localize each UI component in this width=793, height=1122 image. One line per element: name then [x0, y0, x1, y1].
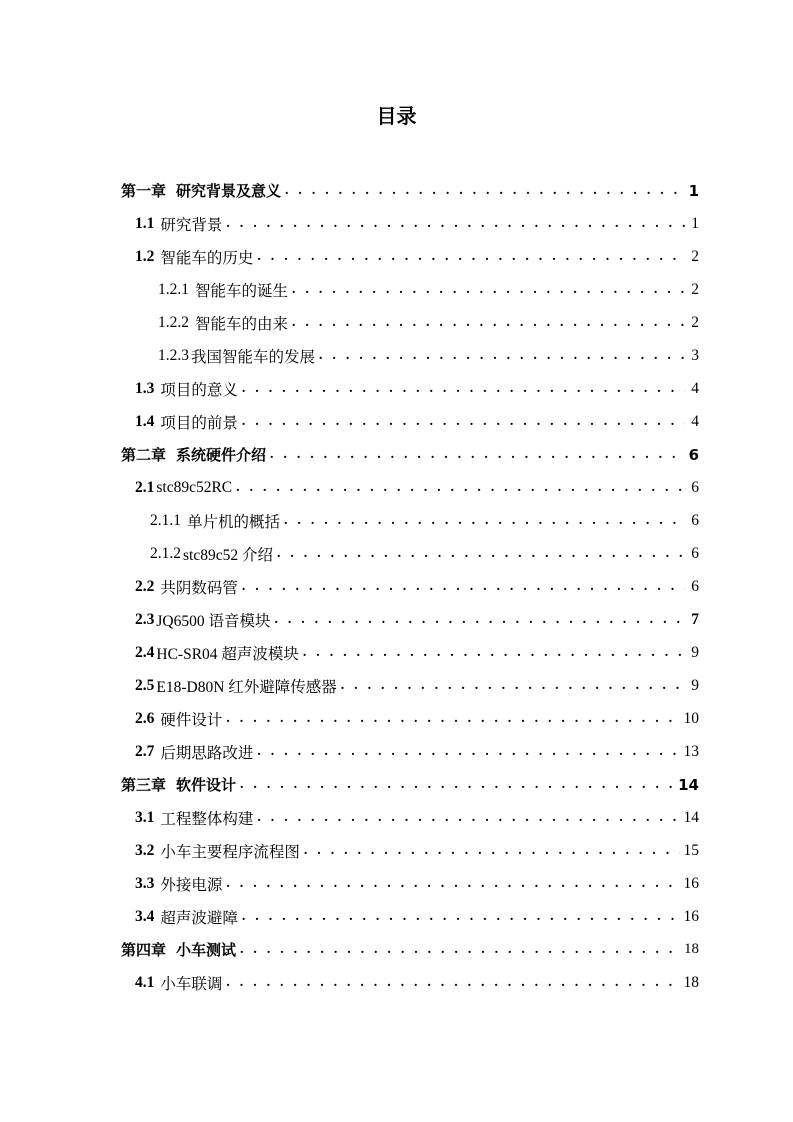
dot-leader: [270, 447, 685, 463]
entry-page: 6: [691, 478, 699, 496]
entry-page: 10: [683, 709, 699, 727]
entry-title: stc89c52RC: [156, 478, 233, 496]
toc-entry-2-1-2[interactable]: [150, 537, 699, 570]
entry-title: JQ6500 语音模块: [156, 612, 271, 630]
entry-number: 3.2: [135, 841, 155, 859]
entry-number: 2.5: [135, 676, 155, 694]
entry-page: 16: [683, 874, 699, 892]
toc-entry-3-3[interactable]: [135, 867, 699, 900]
dot-leader: [292, 315, 685, 331]
toc-entry-3-4[interactable]: [135, 900, 699, 933]
dot-leader: [292, 282, 685, 298]
entry-title: 硬件设计: [160, 711, 223, 729]
entry-title: 工程整体构建: [160, 810, 254, 828]
entry-number: 1.2.3: [158, 346, 189, 364]
dot-leader: [226, 216, 685, 232]
entry-title: 我国智能车的发展: [191, 348, 316, 366]
toc-entry-2-7[interactable]: [135, 735, 699, 768]
dot-leader: [304, 843, 680, 859]
toc-entry-2-4[interactable]: [135, 636, 699, 669]
entry-title: 单片机的概括: [187, 513, 281, 531]
toc-entry-1-1[interactable]: [135, 207, 699, 240]
toc-title: 目录: [376, 104, 417, 128]
dot-leader: [242, 381, 685, 397]
entry-page: 15: [683, 841, 699, 859]
entry-page: 9: [691, 676, 699, 694]
toc-entry-2-2[interactable]: [135, 570, 699, 603]
entry-number: 2.1.2: [150, 544, 181, 562]
entry-title: 研究背景及意义: [176, 182, 282, 200]
entry-page: 16: [683, 907, 699, 925]
dot-leader: [240, 777, 674, 793]
entry-title: 项目的前景: [160, 414, 238, 432]
entry-page: 6: [691, 511, 699, 529]
entry-title: 小车主要程序流程图: [160, 843, 300, 861]
toc-entry-4-1[interactable]: [135, 966, 699, 999]
entry-page: 1: [688, 181, 699, 200]
entry-page: 2: [691, 247, 699, 265]
entry-page: 13: [683, 742, 699, 760]
entry-number: 2.4: [135, 643, 155, 661]
entry-title: 智能车的历史: [160, 249, 254, 267]
entry-page: 14: [678, 775, 699, 794]
entry-number: 2.1.1: [150, 511, 181, 529]
entry-number: 第二章: [121, 446, 167, 464]
entry-page: 7: [691, 610, 699, 628]
entry-number: 第一章: [121, 182, 167, 200]
toc-entry-chapter-3[interactable]: [121, 768, 699, 801]
entry-title: 后期思路改进: [160, 744, 254, 762]
toc-entry-1-2-3[interactable]: [158, 339, 699, 372]
entry-page: 4: [691, 412, 699, 430]
dot-leader: [319, 348, 685, 364]
entry-number: 2.1: [135, 478, 155, 496]
entry-number: 第三章: [121, 776, 167, 794]
entry-number: 1.2.1: [158, 280, 189, 298]
toc-entry-chapter-4[interactable]: [121, 933, 699, 966]
dot-leader: [240, 942, 680, 958]
dot-leader: [242, 579, 685, 595]
toc-entry-3-1[interactable]: [135, 801, 699, 834]
dot-leader: [274, 612, 685, 628]
entry-number: 4.1: [135, 973, 155, 991]
entry-page: 6: [688, 445, 699, 464]
toc-entry-2-5[interactable]: [135, 669, 699, 702]
entry-number: 1.2.2: [158, 313, 189, 331]
dot-leader: [257, 744, 679, 760]
entry-title: 软件设计: [176, 776, 237, 794]
dot-leader: [226, 876, 679, 892]
entry-title: 研究背景: [160, 216, 223, 234]
entry-number: 第四章: [121, 941, 167, 959]
entry-number: 3.1: [135, 808, 155, 826]
toc-entry-chapter-1[interactable]: [121, 174, 699, 207]
entry-title: HC-SR04 超声波模块: [156, 645, 299, 663]
entry-title: 智能车的由来: [195, 315, 289, 333]
entry-number: 1.2: [135, 247, 155, 265]
entry-page: 1: [691, 214, 699, 232]
dot-leader: [277, 546, 685, 562]
entry-page: 18: [683, 973, 699, 991]
dot-leader: [257, 249, 685, 265]
dot-leader: [284, 513, 685, 529]
dot-leader: [303, 645, 685, 661]
entry-number: 1.4: [135, 412, 155, 430]
entry-page: 4: [691, 379, 699, 397]
entry-number: 3.4: [135, 907, 155, 925]
entry-number: 1.3: [135, 379, 155, 397]
entry-number: 3.3: [135, 874, 155, 892]
entry-page: 6: [691, 544, 699, 562]
entry-title: 小车测试: [176, 941, 237, 959]
toc-entry-2-1-1[interactable]: [150, 504, 699, 537]
toc-entry-1-2-1[interactable]: [158, 273, 699, 306]
dot-leader: [242, 909, 680, 925]
dot-leader: [285, 183, 685, 199]
entry-title: 系统硬件介绍: [176, 446, 267, 464]
entry-title: 项目的意义: [160, 381, 238, 399]
dot-leader: [242, 414, 685, 430]
entry-number: 2.7: [135, 742, 155, 760]
entry-title: 外接电源: [160, 876, 223, 894]
entry-number: 2.6: [135, 709, 155, 727]
entry-page: 9: [691, 643, 699, 661]
entry-number: 2.3: [135, 610, 155, 628]
entry-number: 2.2: [135, 577, 155, 595]
toc-entry-3-2[interactable]: [135, 834, 699, 867]
toc-entry-1-2[interactable]: [135, 240, 699, 273]
entry-title: 小车联调: [160, 975, 223, 993]
entry-title: 智能车的诞生: [195, 282, 289, 300]
toc-entry-1-2-2[interactable]: [158, 306, 699, 339]
dot-leader: [257, 810, 679, 826]
toc-entry-2-1[interactable]: [135, 471, 699, 504]
entry-title: stc89c52 介绍: [183, 546, 273, 564]
entry-title: E18-D80N 红外避障传感器: [156, 678, 337, 696]
toc-entry-2-6[interactable]: [135, 702, 699, 735]
toc-entry-chapter-2[interactable]: [121, 438, 699, 471]
dot-leader: [236, 480, 685, 496]
dot-leader: [226, 975, 679, 991]
entry-page: 14: [683, 808, 699, 826]
entry-page: 2: [691, 313, 699, 331]
entry-page: 6: [691, 577, 699, 595]
entry-title: 共阴数码管: [160, 579, 238, 597]
dot-leader: [341, 678, 685, 694]
dot-leader: [226, 711, 679, 727]
entry-number: 1.1: [135, 214, 155, 232]
toc-entry-1-3[interactable]: [135, 372, 699, 405]
entry-page: 18: [684, 941, 699, 957]
entry-page: 2: [691, 280, 699, 298]
toc-entry-1-4[interactable]: [135, 405, 699, 438]
entry-title: 超声波避障: [160, 909, 238, 927]
entry-page: 3: [691, 346, 699, 364]
toc-entry-2-3[interactable]: [135, 603, 699, 636]
